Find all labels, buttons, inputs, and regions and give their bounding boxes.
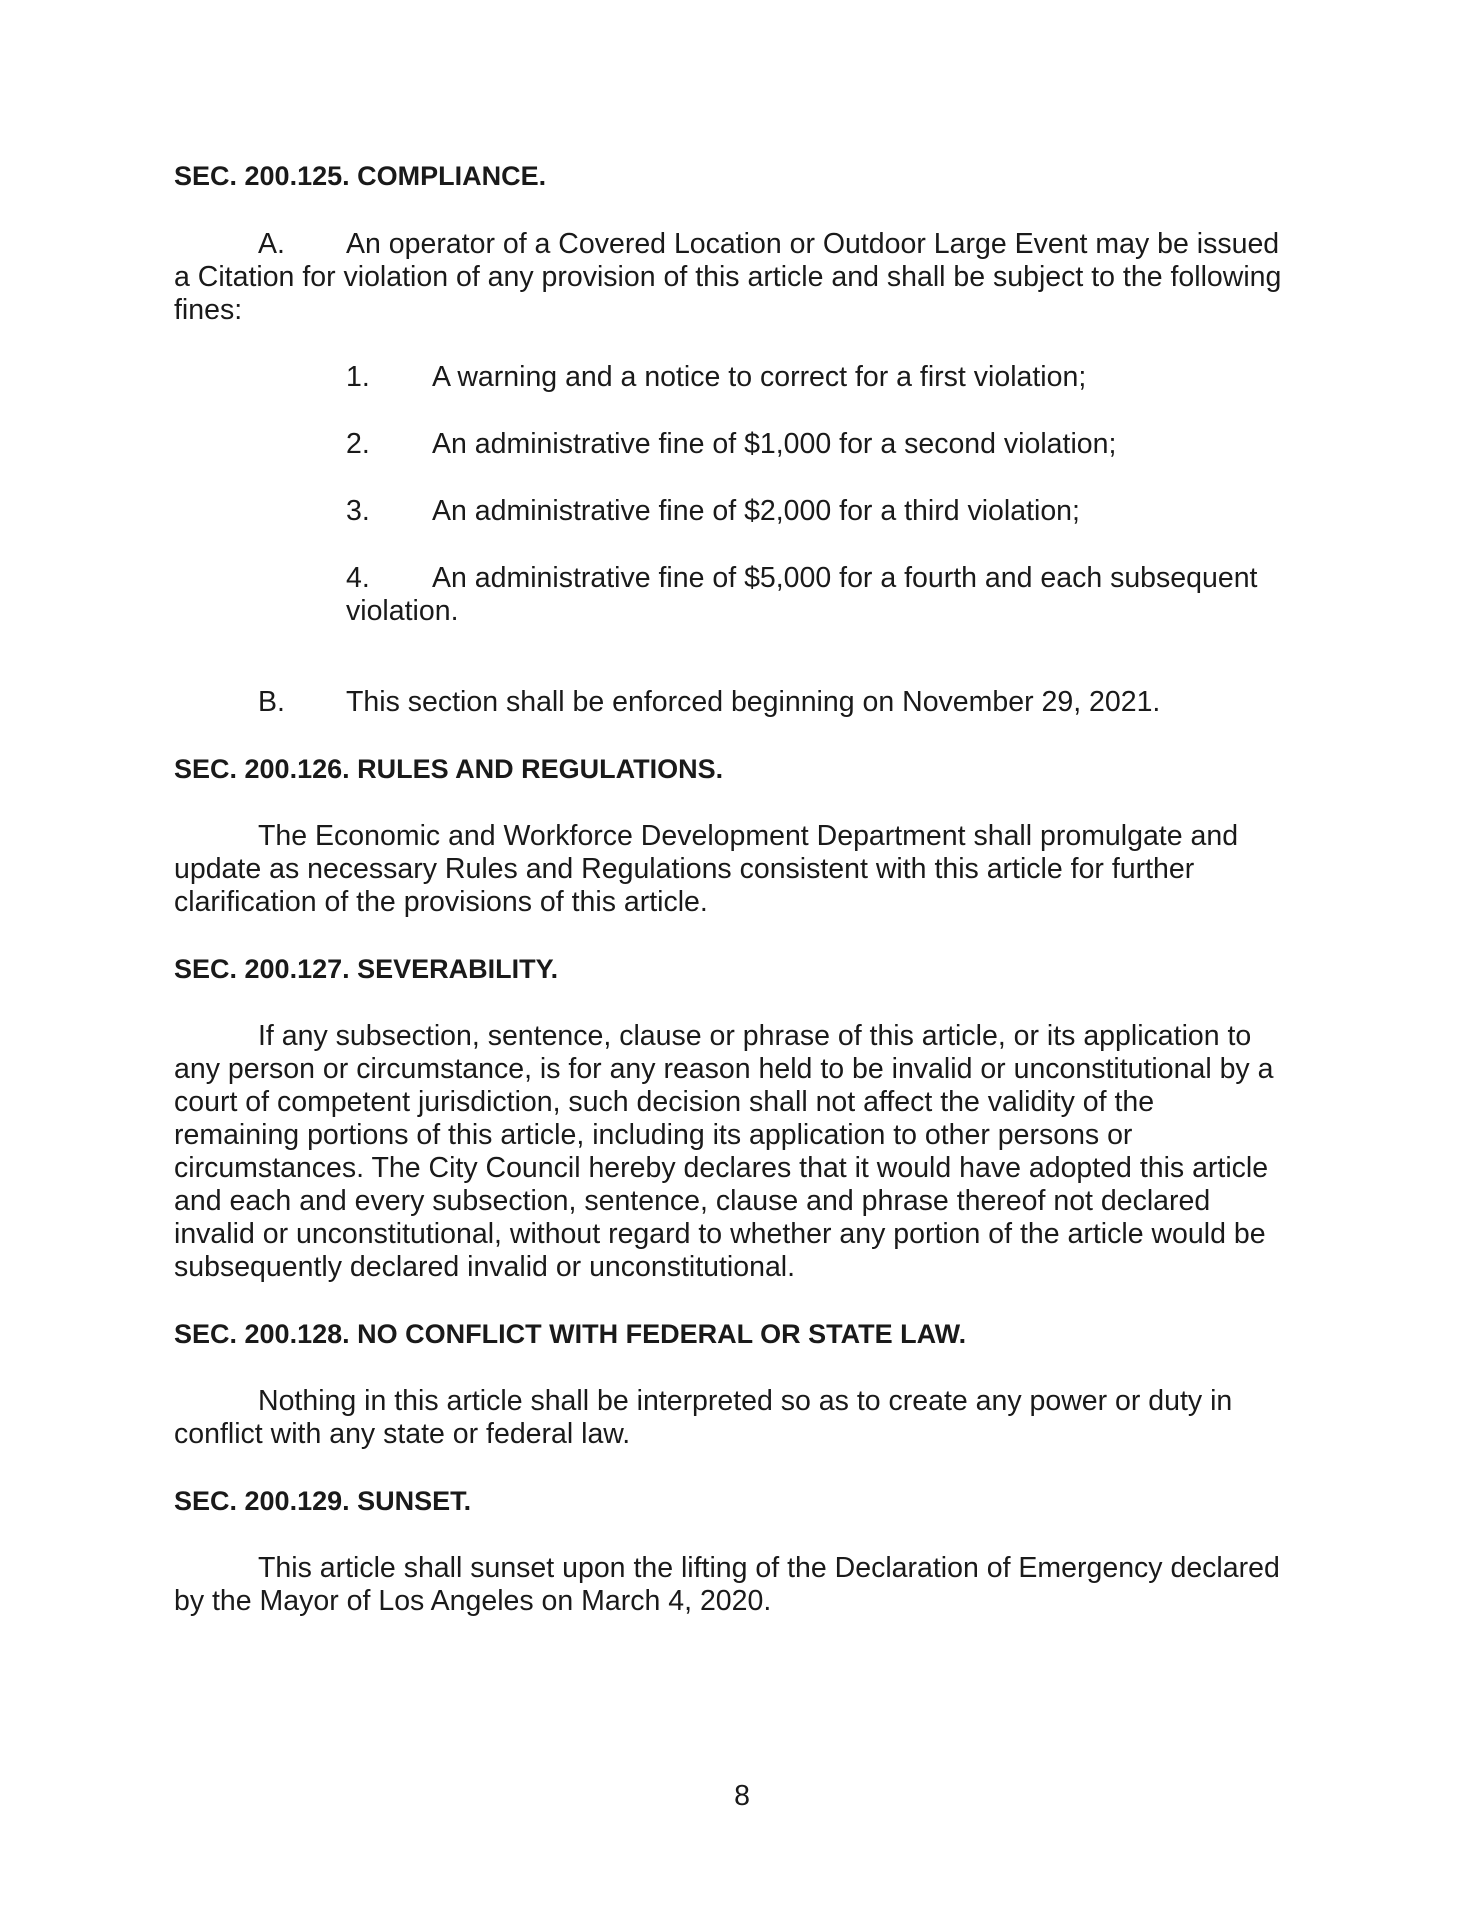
list-item-continuation: violation.: [346, 595, 459, 627]
paragraph-line: circumstances. The City Council hereby declares that it would have adopted this article: [174, 1152, 1269, 1184]
subsection-a-line-2: a Citation for violation of any provision of this article and shall be subject to the following: [174, 261, 1282, 293]
page-number: 8: [734, 1780, 750, 1812]
subsection-a-line-3: fines:: [174, 294, 243, 326]
paragraph-line: any person or circumstance, is for any reason held to be invalid or unconstitutional by a: [174, 1053, 1274, 1085]
subsection-a-line-1: An operator of a Covered Location or Outdoor Large Event may be issued: [346, 228, 1280, 260]
paragraph-line: If any subsection, sentence, clause or phrase of this article, or its application to: [258, 1020, 1252, 1052]
list-item-number: 3.: [346, 495, 370, 527]
paragraph-line: remaining portions of this article, including its application to other persons or: [174, 1119, 1133, 1151]
paragraph-line: conflict with any state or federal law.: [174, 1418, 631, 1450]
paragraph-line: clarification of the provisions of this article.: [174, 886, 708, 918]
list-item-text: An administrative fine of $5,000 for a fourth and each subsequent: [432, 562, 1258, 594]
section-heading-127: SEC. 200.127. SEVERABILITY.: [174, 954, 559, 984]
section-heading-129: SEC. 200.129. SUNSET.: [174, 1486, 472, 1516]
paragraph-line: The Economic and Workforce Development Department shall promulgate and: [258, 820, 1239, 852]
subsection-a-label: A.: [258, 228, 285, 260]
list-item-number: 2.: [346, 428, 370, 460]
paragraph-line: by the Mayor of Los Angeles on March 4, 2020.: [174, 1585, 772, 1617]
section-heading-125: SEC. 200.125. COMPLIANCE.: [174, 161, 547, 191]
section-heading-126: SEC. 200.126. RULES AND REGULATIONS.: [174, 754, 724, 784]
list-item-number: 4.: [346, 562, 370, 594]
paragraph-line: Nothing in this article shall be interpreted so as to create any power or duty in: [258, 1385, 1233, 1417]
paragraph-line: This article shall sunset upon the lifting of the Declaration of Emergency declared: [258, 1552, 1280, 1584]
paragraph-line: subsequently declared invalid or unconstitutional.: [174, 1251, 796, 1283]
list-item-text: An administrative fine of $2,000 for a third violation;: [432, 495, 1080, 527]
subsection-b-text: This section shall be enforced beginning on November 29, 2021.: [346, 686, 1161, 718]
list-item-text: An administrative fine of $1,000 for a second violation;: [432, 428, 1117, 460]
paragraph-line: and each and every subsection, sentence, clause and phrase thereof not declared: [174, 1185, 1211, 1217]
section-heading-128: SEC. 200.128. NO CONFLICT WITH FEDERAL OR STATE LAW.: [174, 1319, 967, 1349]
subsection-b-label: B.: [258, 686, 285, 718]
paragraph-line: court of competent jurisdiction, such decision shall not affect the validity of the: [174, 1086, 1155, 1118]
list-item-number: 1.: [346, 361, 370, 393]
paragraph-line: invalid or unconstitutional, without regard to whether any portion of the article would be: [174, 1218, 1266, 1250]
list-item-text: A warning and a notice to correct for a first violation;: [432, 361, 1087, 393]
paragraph-line: update as necessary Rules and Regulations consistent with this article for further: [174, 853, 1195, 885]
